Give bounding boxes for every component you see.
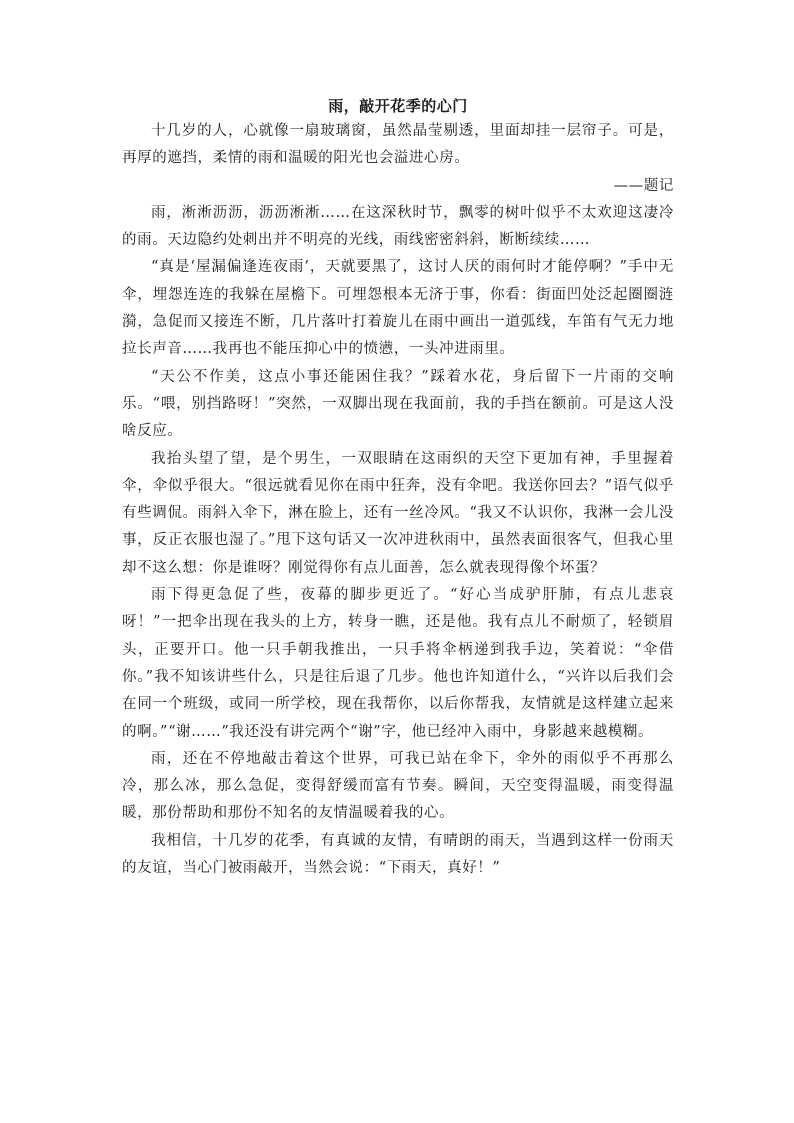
paragraph: 我相信，十几岁的花季，有真诚的友情，有晴朗的雨天，当遇到这样一份雨天的友谊，当心门被雨敲开，当然会说：“下雨天，真好！” [122,832,674,877]
paragraph: 雨，还在不停地敲击着这个世界，可我已站在伞下，伞外的雨似乎不再那么冷，那么冰，那么急促，变得舒缓而富有节奏。瞬间，天空变得温暖，雨变得温暖，那份帮助和那份不知名的友情温暖着我的心。 [122,750,674,822]
epigraph-attribution: ——题记 [613,177,674,194]
paragraph: 雨下得更急促了些，夜幕的脚步更近了。“好心当成驴肝肺，有点儿悲哀呀！”一把伞出现在我头的上方，转身一瞧，还是他。我有点儿不耐烦了，轻锁眉头，正要开口。他一只手朝我推出，一只手将伞柄递到我手边，笑着说：“伞借你。”我不知该讲些什么，只是往后退了几步。他也许知道什么，“兴许以后我们会在同一个班级，或同一所学校，现在我帮你，以后你帮我，友情就是这样建立起来的啊。”“谢……”我还没有讲完两个“谢”字，他已经冲入雨中，身影越来越模糊。 [122,587,674,740]
paragraph: 雨，淅淅沥沥，沥沥淅淅……在这深秋时节，飘零的树叶似乎不太欢迎这凄冷的雨。天边隐约处刺出并不明亮的光线，雨线密密斜斜，断断续续…… [122,204,674,249]
epigraph: 十几岁的人，心就像一扇玻璃窗，虽然晶莹剔透，里面却挂一层帘子。可是，再厚的遮挡，柔情的雨和温暖的阳光也会溢进心房。 [122,123,674,167]
essay-body [122,95,674,882]
paragraph: 我抬头望了望，是个男生，一双眼睛在这雨织的天空下更加有神，手里握着伞，伞似乎很大。“很远就看见你在雨中狂奔，没有伞吧。我送你回去？”语气似乎有些调侃。雨斜入伞下，淋在脸上，还有一丝冷风。“我又不认识你，我淋一会儿没事，反正衣服也湿了。”甩下这句话又一次冲进秋雨中，虽然表面很客气，但我心里却不这么想：你是谁呀？刚觉得你有点儿面善，怎么就表现得像个坏蛋？ [122,450,674,576]
essay-title: 雨，敲开花季的心门 [328,97,468,115]
paragraph: “天公不作美，这点小事还能困住我？”踩着水花，身后留下一片雨的交响乐。“喂，别挡路呀！”突然，一双脚出现在我面前，我的手挡在额前。可是这人没啥反应。 [122,368,674,440]
paragraph: “真是‘屋漏偏逢连夜雨’，天就要黑了，这讨人厌的雨何时才能停啊？”手中无伞，埋怨连连的我躲在屋檐下。可埋怨根本无济于事，你看：街面凹处泛起圈圈涟漪，急促而又接连不断，几片落叶打着旋儿在雨中画出一道弧线，车笛有气无力地拉长声音……我再也不能压抑心中的愤懑，一头冲进雨里。 [122,259,674,358]
